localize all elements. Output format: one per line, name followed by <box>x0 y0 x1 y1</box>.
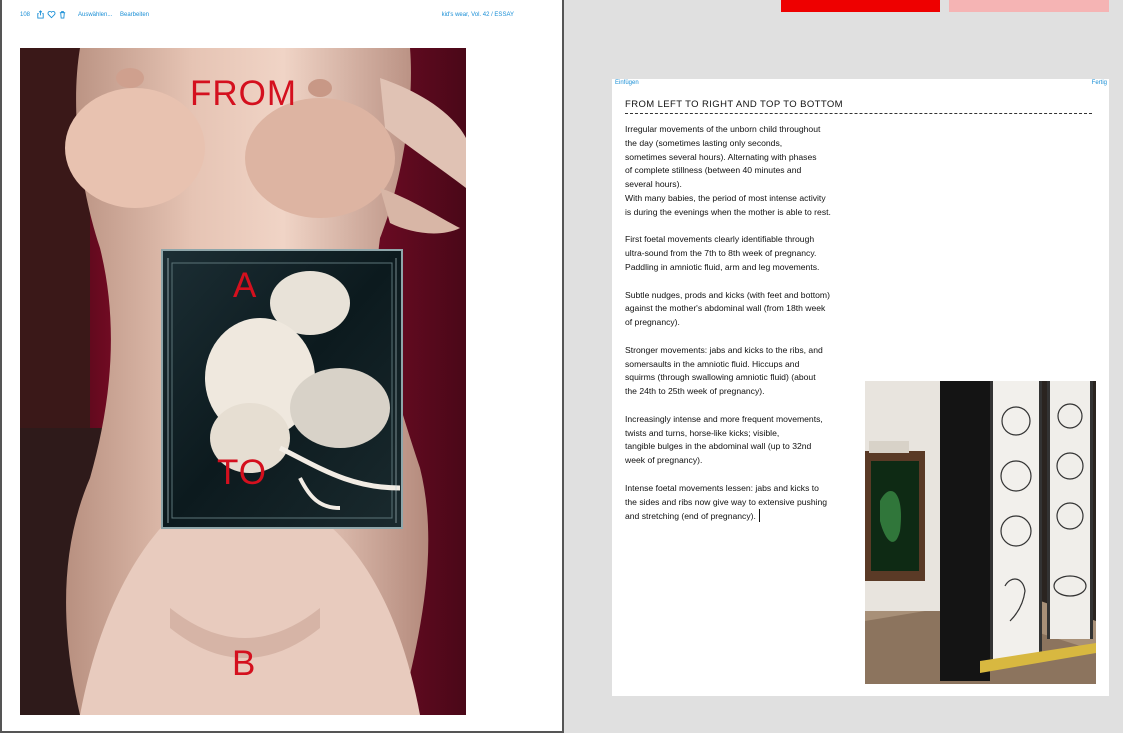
share-icon[interactable] <box>36 10 45 19</box>
text-line: of complete stillness (between 40 minutes and <box>625 165 802 176</box>
text-line: the sides and ribs now give way to extensive pushing <box>625 496 828 507</box>
title-divider <box>625 113 1092 114</box>
exhibition-photo <box>865 381 1096 684</box>
editor-toolbar <box>612 79 1109 89</box>
text-line: Increasingly intense and more frequent movements, <box>625 413 823 424</box>
trash-icon[interactable] <box>58 10 67 19</box>
tab-pink[interactable] <box>949 0 1109 12</box>
text-line: tangible bulges in the abdominal wall (up to 32nd <box>625 441 812 452</box>
overlay-word-from: FROM <box>190 74 298 113</box>
right-page <box>564 0 1123 733</box>
text-line: the day (sometimes lasting only seconds, <box>625 137 783 148</box>
select-button[interactable]: Auswählen... <box>78 12 113 18</box>
text-line: against the mother's abdominal wall (from 18th week <box>625 303 826 314</box>
text-line: Stronger movements: jabs and kicks to the ribs, and <box>625 344 823 355</box>
text-line-last <box>625 509 865 524</box>
text-line: Paddling in amniotic fluid, arm and leg movements. <box>625 261 820 272</box>
text-line: twists and turns, horse-like kicks; visible, <box>625 427 780 438</box>
essay-title: FROM LEFT TO RIGHT AND TOP TO BOTTOM <box>625 99 843 110</box>
text-line: Intense foetal movements lessen: jabs and kicks to <box>625 482 819 493</box>
text-line: squirms (through swallowing amniotic fluid) (about <box>625 372 816 383</box>
text-line: Subtle nudges, prods and kicks (with feet and bottom) <box>625 289 830 300</box>
essay-paragraph <box>625 123 865 220</box>
essay-paragraph <box>625 482 865 524</box>
text-line: Irregular movements of the unborn child throughout <box>625 124 821 134</box>
text-line: somersaults in the amniotic fluid. Hiccups and <box>625 358 800 369</box>
toolbar-icons <box>36 10 67 19</box>
text-editor-card <box>612 79 1109 696</box>
overlay-word-to: TO <box>217 453 267 492</box>
edit-button[interactable]: Bearbeiten <box>120 12 150 18</box>
text-line: is during the evenings when the mother is able to rest. <box>625 206 831 217</box>
done-button[interactable]: Fertig <box>1091 80 1107 86</box>
overlay-word-a: A <box>233 266 258 305</box>
essay-text-area[interactable] <box>625 123 865 524</box>
heart-icon[interactable] <box>47 10 56 19</box>
overlay-word-b: B <box>232 644 257 683</box>
text-cursor <box>759 509 760 522</box>
mannequin-photo <box>20 48 466 715</box>
text-line: sometimes several hours). Alternating with phases <box>625 151 817 162</box>
essay-paragraph <box>625 289 865 330</box>
page-number: 108 <box>20 12 31 18</box>
essay-paragraph <box>625 233 865 274</box>
text-line: ultra-sound from the 7th to 8th week of pregnancy. <box>625 248 817 259</box>
essay-paragraph <box>625 413 865 468</box>
text-line: of pregnancy). <box>625 317 680 328</box>
essay-paragraph <box>625 344 865 399</box>
text-line: the 24th to 25th week of pregnancy). <box>625 386 765 397</box>
text-line: several hours). <box>625 179 682 190</box>
insert-button[interactable]: Einfügen <box>615 80 639 86</box>
text-line-content: and stretching (end of pregnancy). <box>625 511 756 522</box>
text-line: week of pregnancy). <box>625 455 703 466</box>
text-line: With many babies, the period of most intense activity <box>625 192 826 203</box>
text-line: First foetal movements clearly identifiable through <box>625 234 815 245</box>
magazine-title: kid's wear, Vol. 42 / ESSAY <box>441 12 514 18</box>
page-toolbar <box>20 10 514 22</box>
tab-red[interactable] <box>781 0 940 12</box>
